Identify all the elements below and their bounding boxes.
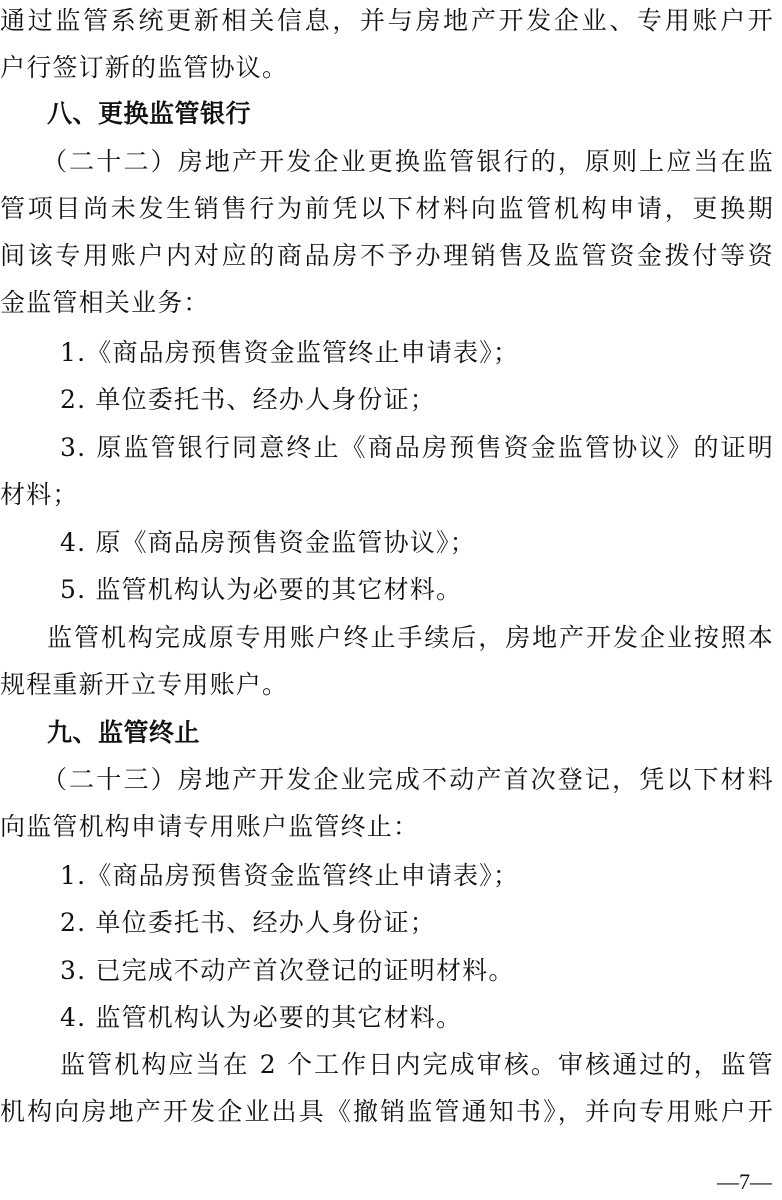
- body-text-line: 材料；: [0, 480, 79, 509]
- list-item: 2. 单位委托书、经办人身份证；: [60, 908, 437, 937]
- body-text-line: 间该专用账户内对应的商品房不予办理销售及监管资金拨付等资: [0, 241, 774, 270]
- list-item: 4. 监管机构认为必要的其它材料。: [60, 1003, 463, 1032]
- body-text-line: 金监管相关业务：: [0, 288, 210, 317]
- section-heading: 八、更换监管银行: [47, 99, 252, 128]
- page-number: —7—: [717, 1169, 772, 1194]
- body-text-line: 机构向房地产开发企业出具《撤销监管通知书》，并向专用账户开: [0, 1097, 774, 1126]
- list-item: 1.《商品房预售资金监管终止申请表》；: [60, 861, 520, 890]
- list-item: 3. 原监管银行同意终止《商品房预售资金监管协议》的证明: [60, 433, 774, 462]
- body-text-line: （二十三）房地产开发企业完成不动产首次登记，凭以下材料: [42, 765, 774, 794]
- list-item: 2. 单位委托书、经办人身份证；: [60, 385, 437, 414]
- body-text-line: （二十二）房地产开发企业更换监管银行的，原则上应当在监: [42, 147, 774, 176]
- list-item: 4. 原《商品房预售资金监管协议》；: [60, 528, 476, 557]
- body-text-line: 户行签订新的监管协议。: [0, 53, 289, 82]
- list-item: 5. 监管机构认为必要的其它材料。: [60, 575, 463, 604]
- body-text-line: 管项目尚未发生销售行为前凭以下材料向监管机构申请，更换期: [0, 194, 774, 223]
- list-item: 1.《商品房预售资金监管终止申请表》；: [60, 338, 520, 367]
- section-heading: 九、监管终止: [47, 718, 201, 747]
- body-text-line: 监管机构应当在 2 个工作日内完成审核。审核通过的，监管: [60, 1050, 774, 1079]
- body-text-line: 监管机构完成原专用账户终止手续后，房地产开发企业按照本: [47, 623, 774, 652]
- list-item: 3. 已完成不动产首次登记的证明材料。: [60, 956, 515, 985]
- body-text-line: 通过监管系统更新相关信息，并与房地产开发企业、专用账户开: [0, 6, 774, 35]
- body-text-line: 规程重新开立专用账户。: [0, 670, 289, 699]
- body-text-line: 向监管机构申请专用账户监管终止：: [0, 812, 420, 841]
